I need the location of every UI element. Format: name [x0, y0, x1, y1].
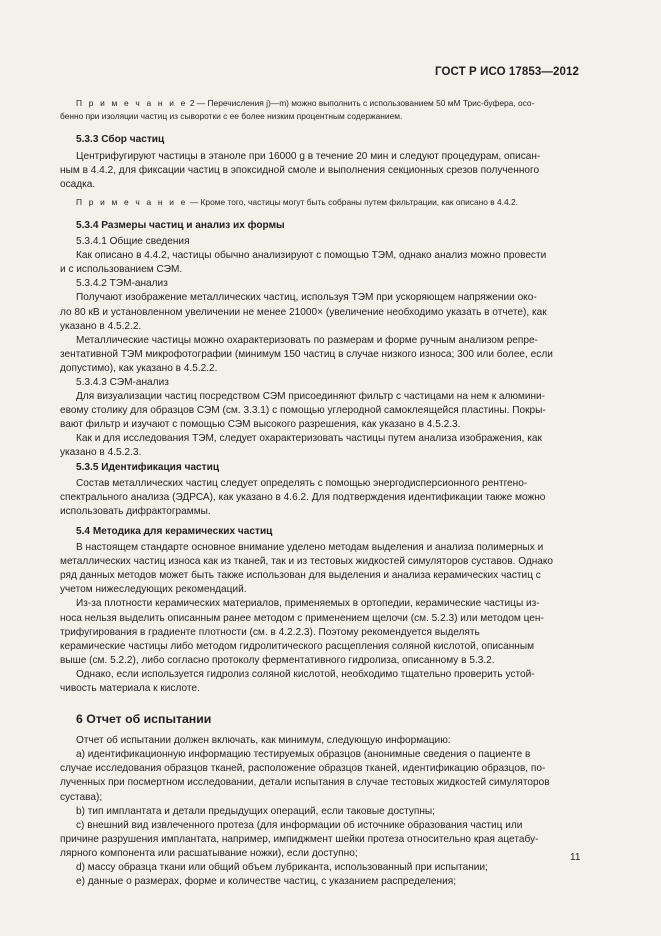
- section-5-3-4-1-heading: 5.3.4.1 Общие сведения: [76, 236, 190, 248]
- text-line: трифугирования в градиенте плотности (см. в 4.2.2.3). Поэтому рекомендуется выделять: [60, 626, 480, 638]
- section-6-text: [60, 734, 582, 889]
- text-line: Получают изображение металлических частиц, используя ТЭМ при ускоряющем напряжении око-: [76, 292, 537, 304]
- text-line: указано в 4.5.2.2.: [60, 320, 142, 332]
- note-text: — Кроме того, частицы могут быть собраны путем фильтрации, как описано в 4.4.2.: [187, 196, 518, 207]
- section-6-heading: 6 Отчет об испытании: [76, 712, 212, 727]
- text-line: лярного компонента или расшатывание ножки), если доступно;: [60, 847, 358, 859]
- text-line: металлических частиц износа как из тканей, так и из тестовых жидкостей симуляторов суставов. Однако: [60, 556, 554, 568]
- note-top-continuation: бенно при изоляции частиц из сыворотки с ее более низким процентным содержанием.: [60, 111, 403, 122]
- section-5-3-4-2-heading: 5.3.4.2 ТЭМ-анализ: [76, 278, 168, 290]
- list-item-a: a) идентификационную информацию тестируемых образцов (анонимные сведения о пациенте в: [76, 749, 531, 761]
- text-line: Металлические частицы можно охарактеризовать по размерам и форме ручным анализом репре-: [76, 334, 538, 346]
- text-line: учетом нижеследующих рекомендаций.: [60, 584, 247, 596]
- page-number: 11: [570, 852, 581, 863]
- document-body: [60, 97, 582, 889]
- text-line: зентативной ТЭМ микрофотографии (минимум 150 частиц в случае низкого износа; 300 или более, если: [60, 348, 553, 360]
- note-5-3-3: [60, 196, 582, 209]
- section-5-3-4-heading: 5.3.4 Размеры частиц и анализ их формы: [76, 219, 285, 231]
- document-id-header: ГОСТ Р ИСО 17853—2012: [434, 66, 579, 78]
- list-item-b: b) тип имплантата и детали предыдущих операций, если таковые доступны;: [76, 805, 435, 817]
- text-line: лученных при посмертном исследовании, детали испытания в случае тестовых жидкостей симуляторов: [60, 777, 550, 789]
- text-line: Центрифугируют частицы в этаноле при 16000 g в течение 20 мин и следуют процедурам, описан-: [76, 150, 541, 162]
- text-line: Как описано в 4.4.2, частицы обычно анализируют с помощью ТЭМ, однако анализ можно провести: [76, 250, 547, 262]
- note-top: [60, 97, 582, 110]
- text-line: ным в 4.4.2, для фиксации частиц в эпоксидной смоле и выполнения секционных срезов полученного: [60, 164, 540, 176]
- section-5-3-5-heading: 5.3.5 Идентификация частиц: [76, 461, 220, 473]
- text-line: вают фильтр и изучают с помощью СЭМ высокого разрешения, как указано в 4.5.2.3.: [60, 419, 461, 431]
- list-item-d: d) массу образца ткани или общий объем лубриканта, использованный при испытании;: [76, 862, 488, 874]
- section-5-4-heading: 5.4 Методика для керамических частиц: [76, 525, 273, 537]
- section-5-3-4-3-heading: 5.3.4.3 СЭМ-анализ: [76, 377, 169, 389]
- section-5-3-3-text: [60, 150, 582, 192]
- text-line: Как и для исследования ТЭМ, следует охарактеризовать частицы путем анализа изображения, как: [76, 433, 542, 445]
- section-5-3-3-heading: 5.3.3 Сбор частиц: [76, 134, 165, 146]
- text-line: ло 80 кВ и установленном увеличении не менее 21000× (увеличение необходимо указать в отчете), как: [60, 306, 547, 318]
- text-line: причине разрушения имплантата, например, импиджмент шейки протеза относительно края ацетабу-: [60, 833, 539, 845]
- text-line: и с использованием СЭМ.: [60, 264, 183, 276]
- text-line: выше (см. 5.2.2), либо согласно протоколу ферментативного гидролиза, описанному в 5.3.2.: [60, 654, 495, 666]
- text-line: спектрального анализа (ЭДРСА), как указано в 4.6.2. Для подтверждения идентификации также можно: [60, 491, 546, 503]
- text-line: ряд данных методов может быть также использован для выделения и анализа керамических частиц с: [60, 570, 541, 582]
- text-line: керамические частицы либо методом гидролитического расщепления соляной кислотой, описанным: [60, 640, 535, 652]
- section-5-4-text: [60, 541, 582, 696]
- section-5-3-4-1-text: [60, 249, 582, 277]
- note-label: П р и м е ч а н и е: [76, 196, 188, 207]
- text-line: Из-за плотности керамических материалов, применяемых в ортопедии, керамические частицы из-: [76, 598, 540, 610]
- text-line: В настоящем стандарте основное внимание уделено методам выделения и анализа полимерных и: [76, 542, 544, 554]
- list-item-c: c) внешний вид извлеченного протеза (для информации об источнике образования частиц или: [76, 819, 523, 831]
- text-line: сустава);: [60, 791, 103, 803]
- text-line: Однако, если используется гидролиз соляной кислотой, необходимо тщательно проверить устой-: [76, 668, 535, 680]
- section-5-3-5-text: [60, 477, 582, 519]
- text-line: Состав металлических частиц следует определять с помощью энергодисперсионного рентгено-: [76, 477, 528, 489]
- list-item-e: e) данные о размерах, форме и количестве частиц, с указанием распределения;: [76, 876, 457, 888]
- text-line: евому столику для образцов СЭМ (см. 3.3.1) с помощью углеродной самоклеящейся пластины. Покры-: [60, 405, 546, 417]
- text-line: осадка.: [60, 178, 96, 190]
- section-5-3-4-3-text: [60, 390, 582, 460]
- text-line: Отчет об испытании должен включать, как минимум, следующую информацию:: [76, 735, 451, 747]
- text-line: Для визуализации частиц посредством СЭМ присоединяют фильтр с частицами на нем к алюмини-: [76, 391, 546, 403]
- text-line: случае исследования образцов тканей, расположение образцов тканей, идентификацию образцов, по-: [60, 763, 546, 775]
- text-line: использовать дифрактограммы.: [60, 505, 211, 517]
- section-5-3-4-2-text: [60, 291, 582, 376]
- text-line: носа нельзя выделить описанным ранее методом с применением щелочи (см. 5.2.3) или методом цен-: [60, 612, 544, 624]
- note-text: 2 — Перечисления j)—m) можно выполнить с использованием 50 мМ Трис-буфера, осо-: [187, 98, 535, 108]
- text-line: чивость материала к кислоте.: [60, 682, 200, 694]
- note-label: П р и м е ч а н и е: [76, 98, 188, 108]
- text-line: указано в 4.5.2.3.: [60, 447, 142, 459]
- text-line: допустимо), как указано в 4.5.2.2.: [60, 362, 218, 374]
